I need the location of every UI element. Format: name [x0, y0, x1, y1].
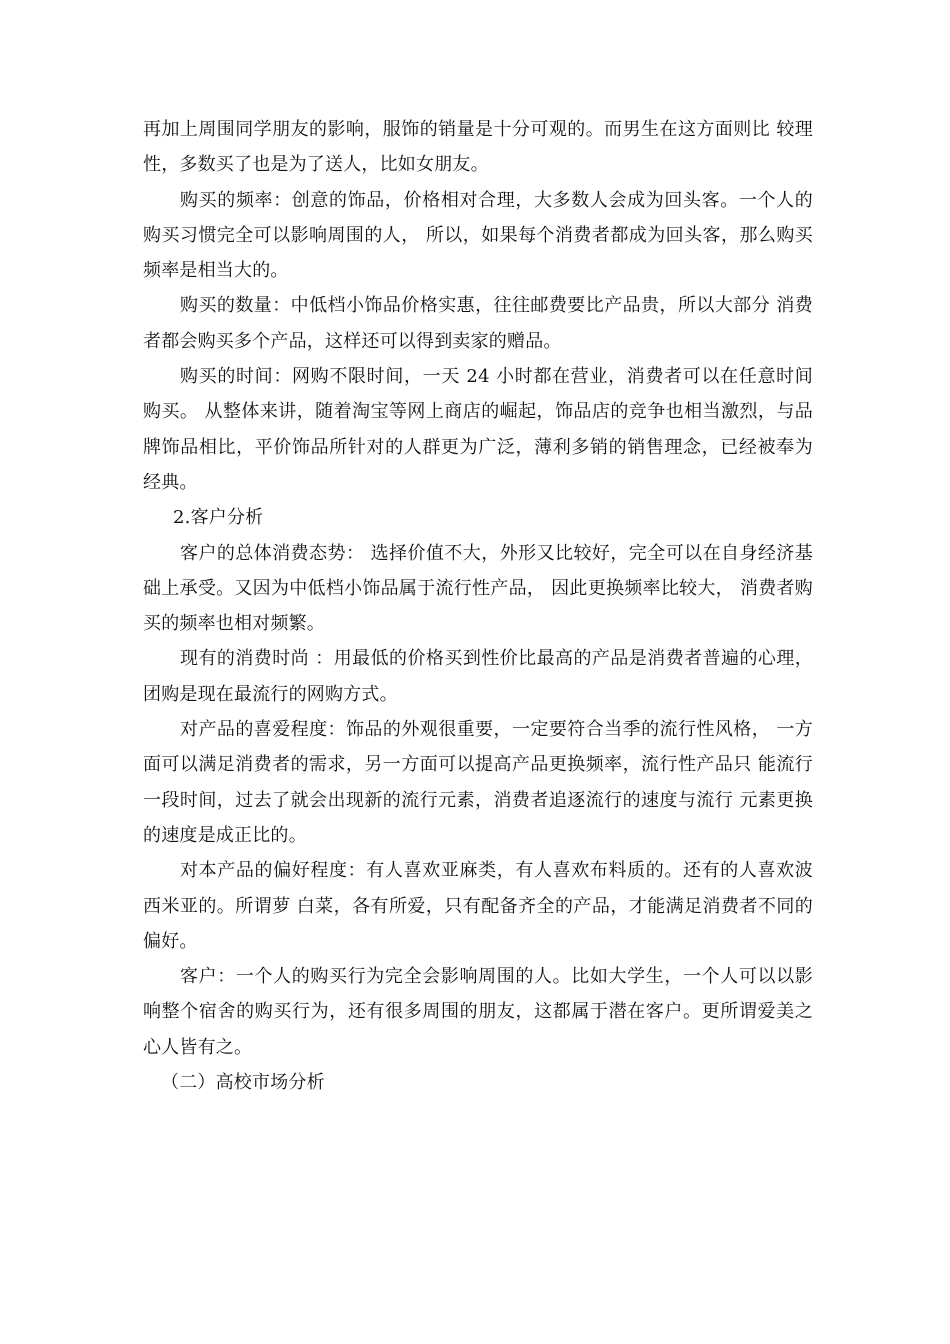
paragraph-material-preference: 对本产品的偏好程度：有人喜欢亚麻类，有人喜欢布料质的。还有的人喜欢波西米亚的。所谓萝 白菜，各有所爱，只有配备齐全的产品，才能满足消费者不同的偏好。 — [143, 860, 813, 952]
section-heading-campus-market: （二）高校市场分析 — [161, 1072, 325, 1094]
paragraph-purchase-time: 购买的时间：网购不限时间，一天 24 小时都在营业，消费者可以在任意时间购买。 从整体来讲，随着淘宝等网上商店的崛起，饰品店的竞争也相当激烈，与品牌饰品相比，平价饰品所针对的人群更为广泛，薄利多销的销售理念，已经被奉为经典。 — [143, 366, 813, 493]
paragraph-continuation: 再加上周围同学朋友的影响，服饰的销量是十分可观的。而男生在这方面则比 较理性，多数买了也是为了送人，比如女朋友。 — [143, 119, 813, 176]
paragraph-consumption-fashion: 现有的消费时尚 ：用最低的价格买到性价比最高的产品是消费者普遍的心理，团购是现在最流行的网购方式。 — [143, 648, 813, 705]
paragraph-customers: 客户：一个人的购买行为完全会影响周围的人。比如大学生，一个人可以以影响整个宿舍的购买行为，还有很多周围的朋友，这都属于潜在客户。更所谓爱美之心人皆有之。 — [143, 966, 813, 1058]
paragraph-purchase-frequency: 购买的频率：创意的饰品，价格相对合理，大多数人会成为回头客。一个人的购买习惯完全可以影响周围的人， 所以，如果每个消费者都成为回头客，那么购买频率是相当大的。 — [143, 189, 813, 282]
paragraph-consumption-trend: 客户的总体消费态势： 选择价值不大，外形又比较好，完全可以在自身经济基础上承受。又因为中低档小饰品属于流行性产品， 因此更换频率比较大， 消费者购买的频率也相对频繁。 — [143, 542, 813, 635]
paragraph-purchase-quantity: 购买的数量：中低档小饰品价格实惠，往往邮费要比产品贵，所以大部分 消费者都会购买多个产品，这样还可以得到卖家的赠品。 — [143, 295, 813, 352]
document-page — [143, 112, 813, 1100]
section-heading-customer-analysis: 2.客户分析 — [173, 507, 264, 529]
paragraph-product-preference: 对产品的喜爱程度：饰品的外观很重要，一定要符合当季的流行性风格， 一方面可以满足消费者的需求，另一方面可以提高产品更换频率，流行性产品只 能流行一段时间，过去了就会出现新的流行元素，消费者追逐流行的速度与流行 元素更换的速度是成正比的。 — [143, 719, 813, 846]
